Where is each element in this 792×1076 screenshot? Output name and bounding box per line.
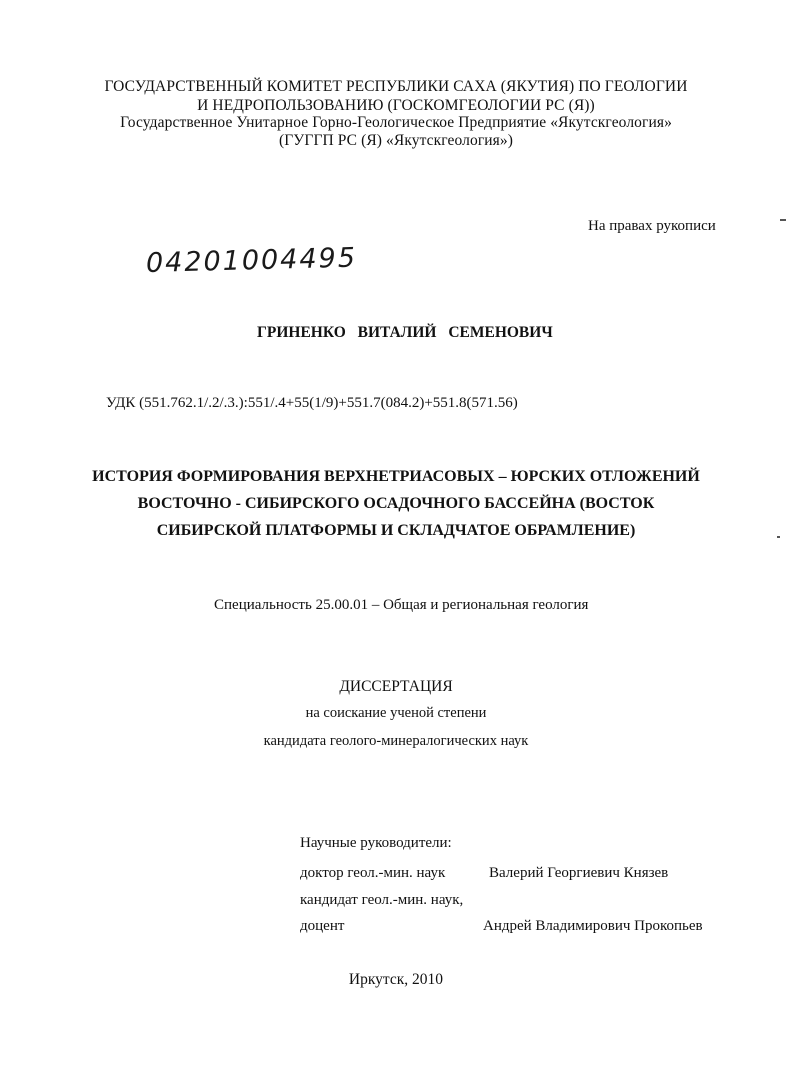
- manuscript-rights-note: На правах рукописи: [588, 218, 716, 234]
- organization-line-2: И НЕДРОПОЛЬЗОВАНИЮ (ГОСКОМГЕОЛОГИИ РС (Я)): [197, 97, 595, 114]
- organization-line-1: ГОСУДАРСТВЕННЫЙ КОМИТЕТ РЕСПУБЛИКИ САХА (ЯКУТИЯ) ПО ГЕОЛОГИИ: [104, 78, 688, 95]
- title-line-3: СИБИРСКОЙ ПЛАТФОРМЫ И СКЛАДЧАТОЕ ОБРАМЛЕНИЕ): [156, 522, 636, 539]
- handwritten-registration-number: 04201004495: [145, 242, 358, 279]
- supervisor-2-title: кандидат геол.-мин. наук,: [300, 892, 464, 908]
- supervisors-heading: Научные руководители:: [300, 835, 452, 851]
- dissertation-label: ДИССЕРТАЦИЯ: [339, 678, 453, 695]
- author-name: ГРИНЕНКО ВИТАЛИЙ СЕМЕНОВИЧ: [257, 324, 553, 341]
- place-and-year: Иркутск, 2010: [348, 971, 444, 988]
- supervisor-1-name: Валерий Георгиевич Князев: [489, 865, 669, 881]
- organization-line-4: (ГУГГП РС (Я) «Якутскгеология»): [278, 132, 514, 149]
- title-line-1: ИСТОРИЯ ФОРМИРОВАНИЯ ВЕРХНЕТРИАСОВЫХ – ЮРСКИХ ОТЛОЖЕНИЙ: [92, 468, 700, 485]
- supervisor-2-name: Андрей Владимирович Прокопьев: [483, 918, 703, 934]
- dissertation-title: [0, 463, 792, 544]
- degree-purpose: на соискание ученой степени: [305, 705, 487, 721]
- scan-speck: [780, 219, 786, 221]
- title-line-2: ВОСТОЧНО - СИБИРСКОГО ОСАДОЧНОГО БАССЕЙНА (ВОСТОК: [137, 495, 655, 512]
- degree-name: кандидата геолого-минералогических наук: [263, 733, 529, 749]
- supervisor-1-title: доктор геол.-мин. наук: [300, 865, 446, 881]
- scan-speck: [777, 536, 780, 538]
- specialty: Специальность 25.00.01 – Общая и региональная геология: [214, 597, 589, 613]
- supervisor-2-rank: доцент: [300, 918, 345, 934]
- organization-line-3: Государственное Унитарное Горно-Геологическое Предприятие «Якутскгеология»: [120, 114, 672, 131]
- udk-code: УДК (551.762.1/.2/.3.):551/.4+55(1/9)+551.7(084.2)+551.8(571.56): [106, 395, 518, 411]
